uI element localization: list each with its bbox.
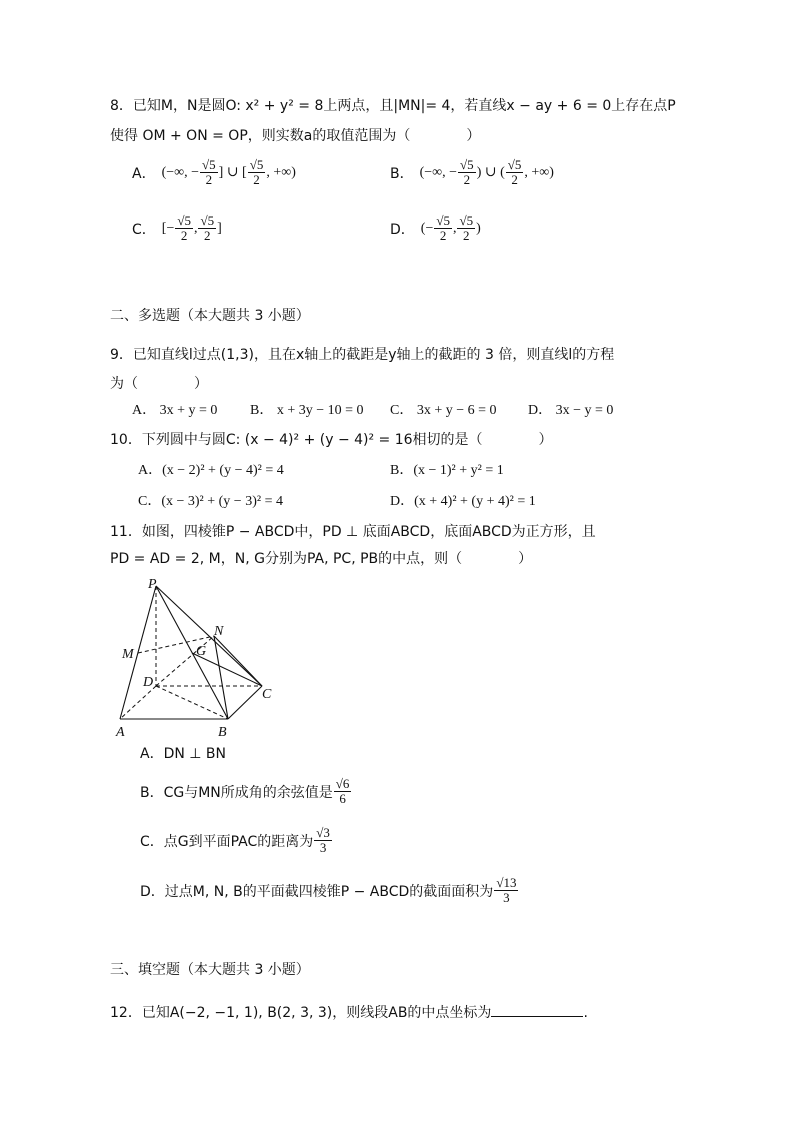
option-label: C．	[132, 221, 156, 238]
section-heading-2: 二、多选题（本大题共 3 小题）	[110, 308, 310, 324]
q8-line1: 8．已知M，N是圆O: x² + y² = 8上两点，且|MN|= 4，若直线x − ay + 6 = 0上存在点P	[110, 98, 676, 114]
q9-line2: 为（ ）	[110, 376, 208, 392]
q10-option-d[interactable]: D．(x + 4)² + (y + 4)² = 1	[390, 494, 536, 509]
q12-line: 12．已知A(−2, −1, 1), B(2, 3, 3)，则线段AB的中点坐标为 .	[110, 1002, 588, 1023]
q8-option-b[interactable]: B． (−∞, − $\frac{√5}{2}$ ) ∪ ( $\frac{√5}{2}$ , +∞)	[390, 157, 554, 187]
label-M: M	[122, 647, 134, 662]
label-C: C	[262, 687, 272, 702]
q8-option-c[interactable]: C． [− $\frac{√5}{2}$ , $\frac{√5}{2}$ ]	[132, 213, 222, 243]
q11-option-a[interactable]: A．DN ⊥ BN	[140, 746, 227, 762]
label-G: G	[196, 644, 207, 659]
q11-line1: 11．如图，四棱锥P − ABCD中，PD ⊥ 底面ABCD，底面ABCD为正方形，且	[110, 524, 596, 540]
q8-option-d[interactable]: D． (− $\frac{√5}{2}$ , $\frac{√5}{2}$ )	[390, 213, 481, 243]
section-heading-3: 三、填空题（本大题共 3 小题）	[110, 962, 310, 978]
q8-option-a[interactable]: A． (−∞, − $\frac{√5}{2}$ ] ∪ [ $\frac{√5}{2}$ , +∞)	[132, 157, 296, 187]
q10-option-a[interactable]: A．(x − 2)² + (y − 4)² = 4	[138, 463, 284, 478]
label-N: N	[214, 624, 224, 639]
answer-blank[interactable]	[491, 1002, 583, 1017]
q10-line1: 10．下列圆中与圆C: (x − 4)² + (y − 4)² = 16相切的是（ ）	[110, 432, 553, 448]
option-label: B．	[390, 165, 414, 182]
q10-option-b[interactable]: B．(x − 1)² + y² = 1	[390, 463, 504, 478]
label-P: P	[148, 577, 157, 592]
label-D: D	[143, 675, 154, 690]
label-B: B	[218, 725, 227, 740]
option-label: A．	[132, 165, 156, 182]
q11-option-b[interactable]: B．CG与MN所成角的余弦值是 $\frac{√6}{6}$	[140, 776, 350, 806]
q11-line2: PD = AD = 2, M，N, G分别为PA, PC, PB的中点，则（ ）	[110, 551, 533, 567]
q9-line1: 9．已知直线l过点(1,3)，且在x轴上的截距是y轴上的截距的 3 倍，则直线l的方程	[110, 347, 615, 363]
q9-option-d[interactable]: D． 3x − y = 0	[528, 403, 614, 418]
q10-option-c[interactable]: C．(x − 3)² + (y − 3)² = 4	[138, 494, 283, 509]
q11-option-c[interactable]: C．点G到平面PAC的距离为 $\frac{√3}{3}$	[140, 825, 330, 855]
q9-option-c[interactable]: C． 3x + y − 6 = 0	[390, 403, 497, 418]
q9-option-a[interactable]: A． 3x + y = 0	[132, 403, 218, 418]
q9-option-b[interactable]: B． x + 3y − 10 = 0	[250, 403, 364, 418]
option-label: D．	[390, 221, 415, 238]
q11-option-d[interactable]: D．过点M, N, B的平面截四棱锥P − ABCD的截面面积为 $\frac{√13}{3}$	[140, 875, 517, 905]
pyramid-figure	[110, 576, 280, 742]
q8-line2: 使得 OM + ON = OP，则实数a的取值范围为（ ）	[110, 128, 481, 144]
label-A: A	[116, 725, 125, 740]
